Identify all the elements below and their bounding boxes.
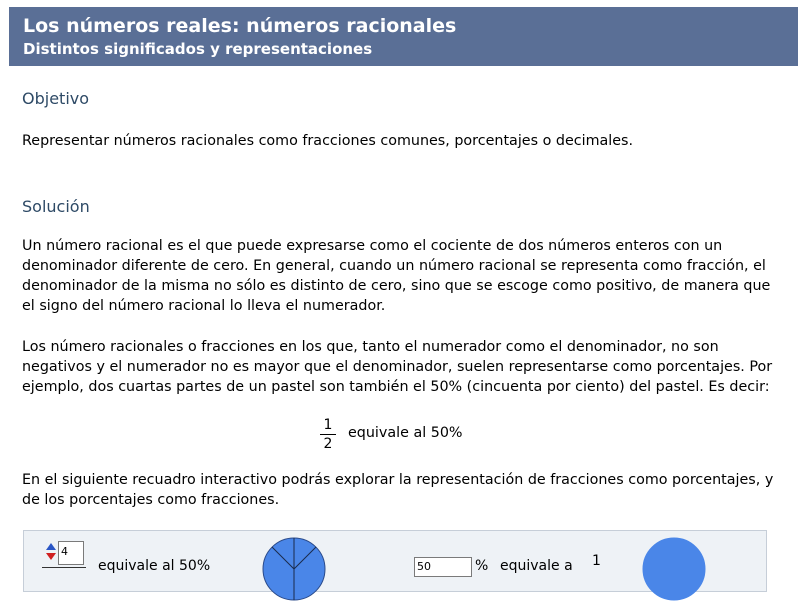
left-equivalence-text: equivale al 50% <box>98 558 211 574</box>
denominator-spinner[interactable] <box>46 543 56 567</box>
example-equivalence: equivale al 50% <box>348 425 463 441</box>
example-numerator: 1 <box>323 417 333 433</box>
page-header <box>9 7 798 66</box>
right-pie-chart <box>642 537 706 601</box>
spinner-value-field[interactable]: 4 <box>58 541 84 565</box>
fraction-bar <box>320 434 336 435</box>
right-equivalence-text: equivale a <box>500 558 573 574</box>
spinner-up-arrow-icon[interactable] <box>46 543 56 550</box>
spinner-down-arrow-icon[interactable] <box>46 553 56 560</box>
solucion-heading: Solución <box>22 197 90 216</box>
percent-sign: % <box>475 558 489 574</box>
left-pie-chart <box>262 537 326 601</box>
percent-input[interactable]: 50 <box>414 557 472 577</box>
right-pie-circle <box>643 538 705 600</box>
solucion-paragraph-3: En el siguiente recuadro interactivo podrás explorar la representación de fracciones como porcentajes, y de los porcentajes como fracciones. <box>22 472 774 508</box>
solucion-paragraph-1: Un número racional es el que puede expresarse como el cociente de dos números enteros con un denominador diferente de cero. En general, cuando un número racional se representa como fracción, el denominador de la misma no sólo es distinto de cero, sino que se escoge como positivo, de manera que el signo del número racional lo lleva el numerador. <box>22 238 771 314</box>
objetivo-text: Representar números racionales como fracciones comunes, porcentajes o decimales. <box>22 133 634 149</box>
example-fraction <box>318 417 338 452</box>
page-title: Los números reales: números racionales <box>23 15 457 37</box>
example-denominator: 2 <box>323 436 333 452</box>
page-subtitle: Distintos significados y representaciones <box>23 40 373 58</box>
interactive-panel[interactable] <box>23 530 767 592</box>
solucion-paragraph-2: Los número racionales o fracciones en los que, tanto el numerador como el denominador, no son negativos y el numerador no es mayor que el denominador, suelen representarse como porcentajes. Por ejemplo, dos cuartas partes de un pastel son también el 50% (cincuenta por ciento) del pastel. Es decir: <box>22 339 773 395</box>
right-fraction-numerator: 1 <box>592 553 601 569</box>
objetivo-heading: Objetivo <box>22 89 90 108</box>
